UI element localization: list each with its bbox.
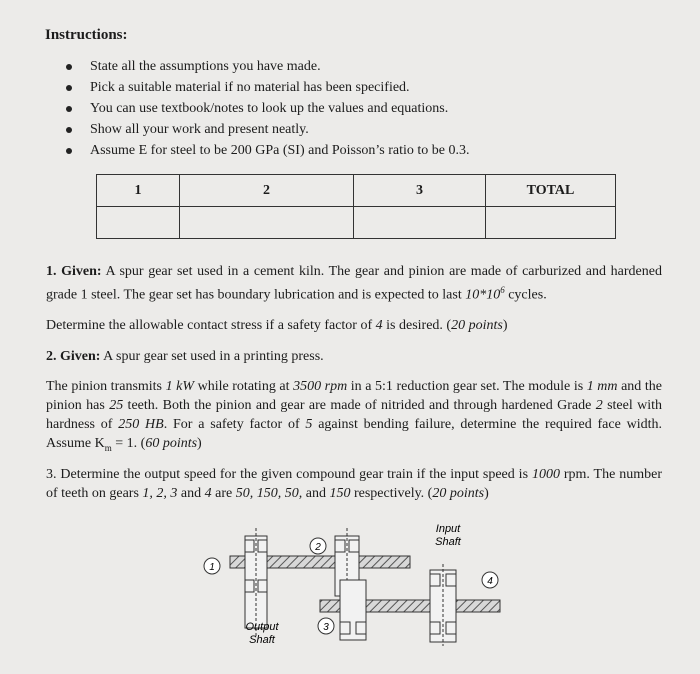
gear-label-3 bbox=[318, 618, 334, 634]
q2-text-a: The pinion transmits bbox=[46, 379, 166, 394]
q1-cycles: 10*10 bbox=[465, 287, 501, 303]
q3-text-c: and bbox=[177, 486, 205, 501]
question-2 bbox=[46, 347, 662, 366]
q3-text-e: and bbox=[302, 486, 330, 501]
score-cell-1[interactable] bbox=[97, 207, 180, 239]
score-cell-total[interactable] bbox=[486, 207, 616, 239]
score-header-3: 3 bbox=[354, 175, 486, 207]
instruction-item: Pick a suitable material if no material has been specified. bbox=[66, 79, 470, 100]
q2-text: A spur gear set used in a printing press. bbox=[100, 349, 324, 364]
q2-hardness: 250 HB bbox=[118, 417, 164, 432]
svg-text:2: 2 bbox=[315, 542, 321, 553]
q2-speed: 3500 rpm bbox=[293, 379, 348, 394]
instruction-item: Assume E for steel to be 200 GPa (SI) and Poisson’s ratio to be 0.3. bbox=[66, 142, 470, 163]
gear-label-1 bbox=[204, 558, 220, 574]
instruction-item: You can use textbook/notes to look up the values and equations. bbox=[66, 100, 470, 121]
q2-text-e: teeth. Both the pinion and gear are made of nitrided and through hardened Grade bbox=[123, 398, 596, 413]
q3-teeth-4: 150 bbox=[329, 486, 351, 501]
instructions-heading: Instructions: bbox=[45, 27, 128, 43]
score-cell-3[interactable] bbox=[354, 207, 486, 239]
question-1 bbox=[46, 262, 662, 305]
q1-task-text-3: ) bbox=[502, 318, 508, 333]
q3-text-f: respectively. ( bbox=[350, 486, 433, 501]
q2-label: 2. Given: bbox=[46, 349, 101, 364]
q2-teeth: 25 bbox=[109, 398, 124, 413]
instruction-item: Show all your work and present neatly. bbox=[66, 121, 470, 142]
score-cell-2[interactable] bbox=[180, 207, 354, 239]
q1-task-text-2: is desired. ( bbox=[382, 318, 452, 333]
gear-label-4 bbox=[482, 572, 498, 588]
q2-text-f: steel with hardness of bbox=[46, 398, 662, 432]
score-header-2: 2 bbox=[180, 175, 354, 207]
q2-text-g: . For a safety factor of bbox=[163, 417, 306, 432]
q1-label: 1. Given: bbox=[46, 264, 102, 279]
q1-exponent: 6 bbox=[500, 285, 505, 295]
question-1-task bbox=[46, 316, 662, 335]
svg-text:3: 3 bbox=[323, 622, 329, 633]
question-3 bbox=[46, 465, 662, 503]
input-label-1: Input bbox=[435, 523, 461, 535]
q3-text-b: rpm. The number of teeth on gears bbox=[46, 467, 662, 501]
q2-safety-factor: 5 bbox=[305, 417, 313, 432]
instructions-list bbox=[66, 58, 470, 163]
q2-text-c: in a 5:1 reduction gear set. The module is bbox=[347, 379, 587, 394]
output-label-1: Output bbox=[245, 621, 279, 633]
q2-text-i: = 1. ( bbox=[111, 436, 146, 451]
score-header-total: TOTAL bbox=[486, 175, 616, 207]
q3-text-a: 3. Determine the output speed for the given compound gear train if the input speed is bbox=[46, 467, 532, 482]
gear-train-diagram bbox=[200, 518, 510, 668]
input-label-2: Shaft bbox=[435, 536, 461, 548]
q3-gear-4: 4 bbox=[204, 486, 212, 501]
gear-4 bbox=[430, 564, 456, 646]
q3-points: 20 points bbox=[432, 486, 485, 501]
q2-power: 1 kW bbox=[165, 379, 195, 394]
svg-text:4: 4 bbox=[487, 576, 493, 587]
q2-text-b: while rotating at bbox=[194, 379, 294, 394]
q2-module: 1 mm bbox=[586, 379, 618, 394]
gear-3 bbox=[340, 580, 366, 640]
output-label-2: Shaft bbox=[249, 634, 275, 646]
q1-task-text: Determine the allowable contact stress if a safety factor of bbox=[46, 318, 376, 333]
gear-label-2 bbox=[310, 538, 326, 554]
q2-points: 60 points bbox=[145, 436, 198, 451]
q2-subscript: m bbox=[104, 442, 112, 453]
q2-text-d: and the pinion has bbox=[46, 379, 662, 413]
q1-text: A spur gear set used in a cement kiln. The gear and pinion are made of carburized and hardened grade 1 steel. The gear set has boundary lubrication and is expected to last bbox=[46, 264, 662, 303]
q2-text-h: against bending failure, determine the required face width. Assume K bbox=[46, 417, 662, 451]
q1-text-end: cycles. bbox=[504, 287, 547, 303]
score-table bbox=[96, 174, 616, 239]
q3-text-d: are bbox=[211, 486, 236, 501]
q3-gears: 1, 2, 3 bbox=[142, 486, 178, 501]
q3-teeth: 50, 150, 50, bbox=[235, 486, 303, 501]
svg-text:1: 1 bbox=[209, 562, 215, 573]
gear-1 bbox=[245, 528, 267, 636]
q2-text-j: ) bbox=[197, 436, 202, 451]
q1-points: 20 points bbox=[451, 318, 503, 333]
instruction-item: State all the assumptions you have made. bbox=[66, 58, 470, 79]
score-header-1: 1 bbox=[97, 175, 180, 207]
question-2-task bbox=[46, 377, 662, 458]
q3-text-g: ) bbox=[484, 486, 489, 501]
q2-grade: 2 bbox=[595, 398, 603, 413]
q3-speed: 1000 bbox=[531, 467, 560, 482]
q1-safety-factor: 4 bbox=[375, 318, 383, 333]
